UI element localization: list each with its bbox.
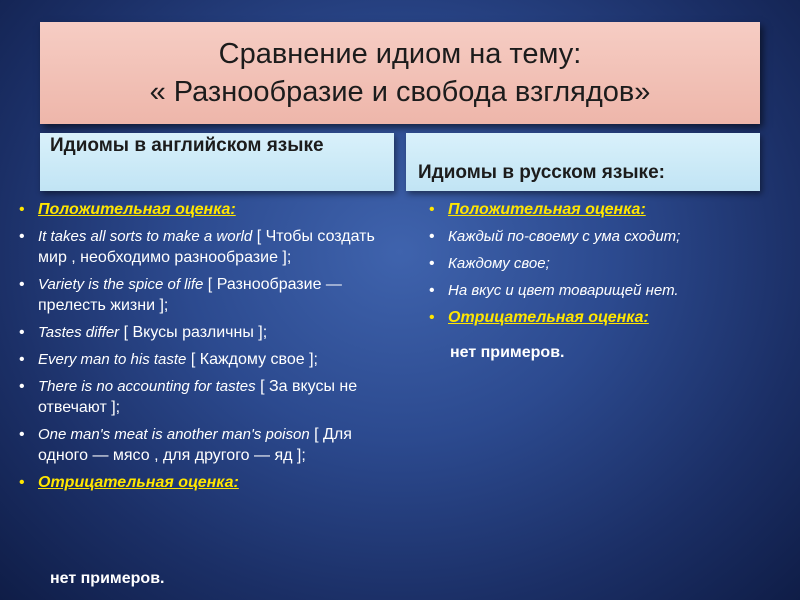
russian-idioms-list (426, 199, 766, 334)
negative-rating-item (426, 307, 766, 328)
bullet-icon: • (19, 228, 25, 245)
idiom-translation: [ За вкусы не отвечают ]; (38, 378, 358, 416)
idiom-item (16, 274, 386, 316)
idiom-translation: [ Чтобы создать мир , необходимо разнообразие ]; (38, 228, 375, 266)
idiom-english: Variety is the spice of life (38, 276, 204, 293)
bullet-icon: • (19, 474, 25, 491)
bullet-icon: • (429, 255, 435, 272)
negative-rating-label: Отрицательная оценка: (448, 309, 649, 326)
idiom-translation: [ Вкусы различны ]; (119, 324, 268, 341)
idiom-item (16, 376, 386, 418)
idiom-translation: [ Для одного — мясо , для другого — яд ]; (38, 426, 352, 464)
negative-rating-label: Отрицательная оценка: (38, 474, 239, 491)
english-idioms-header: Идиомы в английском языке (40, 133, 394, 191)
bullet-icon: • (19, 201, 25, 218)
idiom-english: Every man to his taste (38, 351, 187, 368)
no-examples-text: нет примеров. (450, 344, 565, 361)
russian-idioms-header: Идиомы в русском языке: (406, 133, 760, 191)
english-idioms-list (16, 199, 386, 499)
idiom-english: There is no accounting for tastes (38, 378, 256, 395)
title-line-2: « Разнообразие и свобода взглядов» (149, 76, 651, 108)
positive-rating-label: Положительная оценка: (38, 201, 236, 218)
bullet-icon: • (19, 378, 25, 395)
positive-rating-item (426, 199, 766, 220)
positive-rating-item (16, 199, 386, 220)
bullet-icon: • (429, 201, 435, 218)
idiom-russian: Каждый по-своему с ума сходит; (448, 228, 681, 245)
title-line-1: Сравнение идиом на тему: (218, 38, 582, 70)
idiom-russian: На вкус и цвет товарищей нет. (448, 282, 679, 299)
no-examples-text: нет примеров. (50, 570, 165, 587)
negative-rating-item (16, 472, 386, 493)
idiom-translation: [ Разнообразие — прелесть жизни ]; (38, 276, 342, 314)
bullet-icon: • (429, 282, 435, 299)
idiom-item (426, 226, 766, 247)
bullet-icon: • (19, 351, 25, 368)
slide-title (40, 22, 760, 124)
idiom-item (16, 424, 386, 466)
idiom-english: Tastes differ (38, 324, 120, 341)
bullet-icon: • (19, 276, 25, 293)
bullet-icon: • (429, 309, 435, 326)
idiom-item (426, 253, 766, 274)
idiom-item (16, 349, 386, 370)
idiom-item (16, 322, 386, 343)
positive-rating-label: Положительная оценка: (448, 201, 646, 218)
bullet-icon: • (19, 426, 25, 443)
idiom-english: It takes all sorts to make a world (38, 228, 253, 245)
idiom-english: One man's meat is another man's poison (38, 426, 310, 443)
idiom-russian: Каждому свое; (448, 255, 550, 272)
idiom-item (426, 280, 766, 301)
bullet-icon: • (19, 324, 25, 341)
bullet-icon: • (429, 228, 435, 245)
idiom-translation: [ Каждому свое ]; (186, 351, 318, 368)
idiom-item (16, 226, 386, 268)
